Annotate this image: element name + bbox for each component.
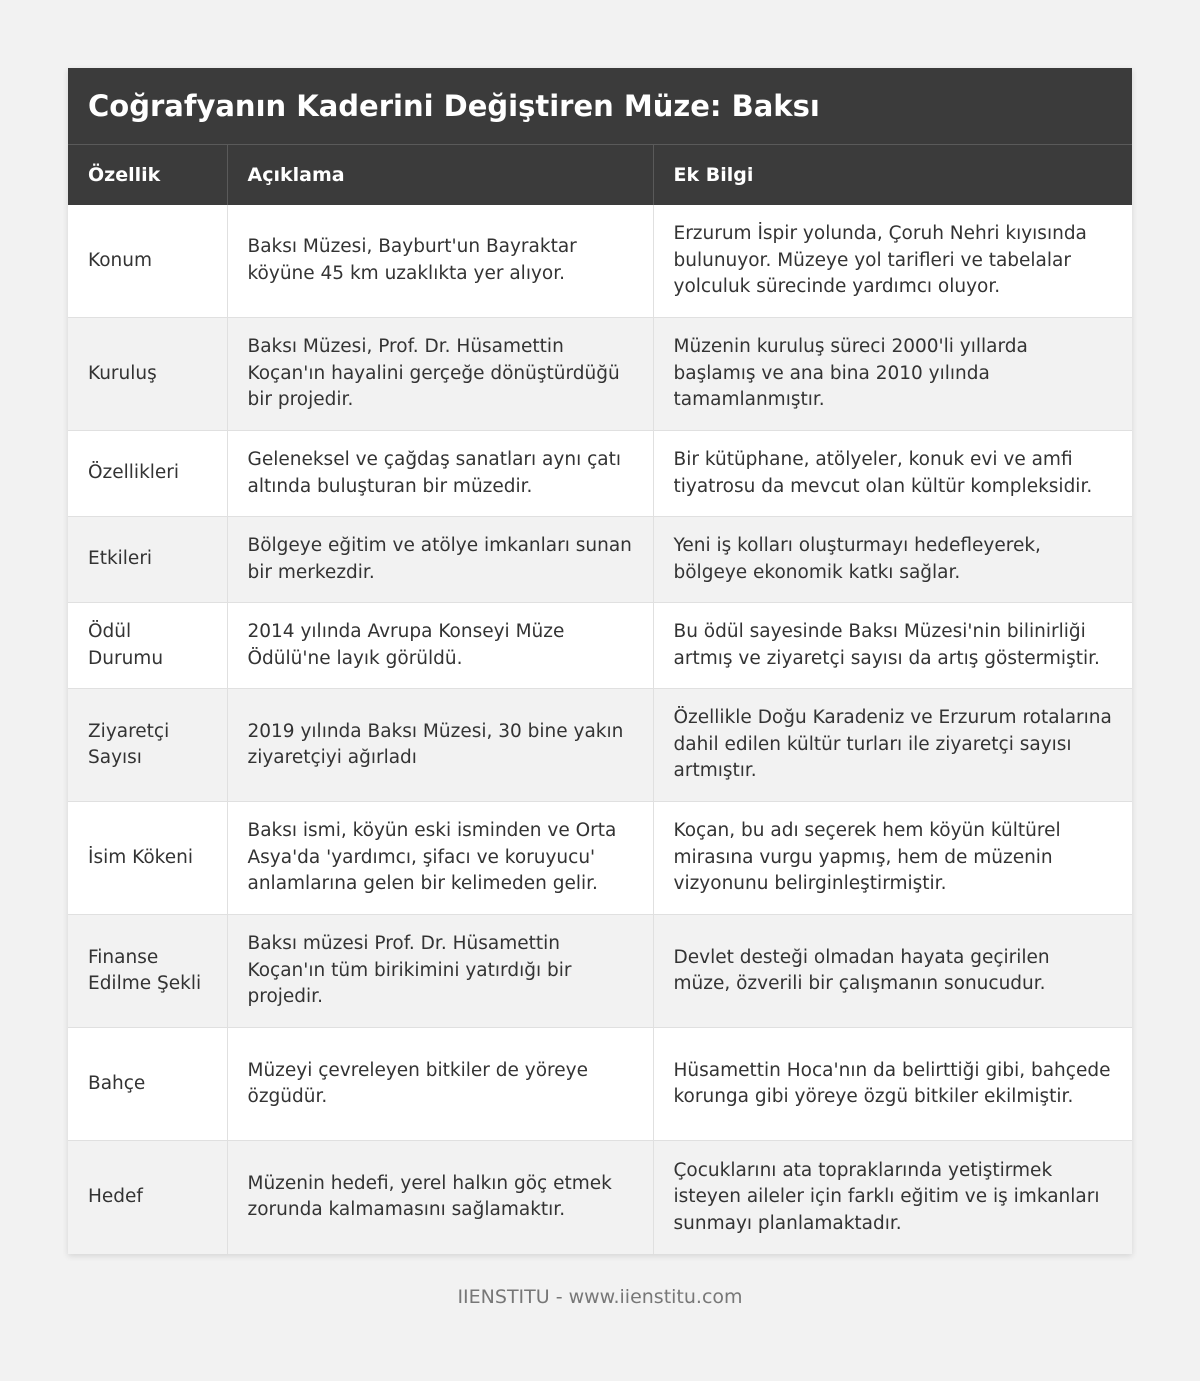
cell-description: Baksı Müzesi, Bayburt'un Bayraktar köyüne 45 km uzaklıkta yer alıyor.: [227, 205, 653, 318]
table-row: [68, 431, 1132, 517]
cell-description: Müzeyi çevreleyen bitkiler de yöreye özgüdür.: [227, 1028, 653, 1141]
cell-extra: Müzenin kuruluş süreci 2000'li yıllarda başlamış ve ana bina 2010 yılında tamamlanmıştır.: [653, 318, 1132, 431]
column-header-description: Açıklama: [227, 145, 653, 205]
column-header-extra: Ek Bilgi: [653, 145, 1132, 205]
table-row: [68, 1028, 1132, 1141]
table-row: [68, 1141, 1132, 1254]
cell-feature: Konum: [68, 205, 227, 318]
cell-extra: Devlet desteği olmadan hayata geçirilen müze, özverili bir çalışmanın sonucudur.: [653, 915, 1132, 1028]
table-card: [68, 68, 1132, 1254]
cell-extra: Koçan, bu adı seçerek hem köyün kültürel mirasına vurgu yapmış, hem de müzenin vizyonunu belirginleştirmiştir.: [653, 802, 1132, 915]
cell-extra: Özellikle Doğu Karadeniz ve Erzurum rotalarına dahil edilen kültür turları ile ziyaretçi sayısı artmıştır.: [653, 689, 1132, 802]
footer-credit: IIENSTITU - www.iienstitu.com: [457, 1286, 743, 1308]
cell-feature: Ödül Durumu: [68, 603, 227, 689]
table-row: [68, 205, 1132, 318]
cell-extra: Yeni iş kolları oluşturmayı hedefleyerek, bölgeye ekonomik katkı sağlar.: [653, 517, 1132, 603]
cell-description: Müzenin hedefi, yerel halkın göç etmek zorunda kalmamasını sağlamaktır.: [227, 1141, 653, 1254]
table-row: [68, 689, 1132, 802]
cell-feature: Etkileri: [68, 517, 227, 603]
column-header-feature: Özellik: [68, 145, 227, 205]
table-row: [68, 802, 1132, 915]
table-row: [68, 318, 1132, 431]
cell-extra: Erzurum İspir yolunda, Çoruh Nehri kıyısında bulunuyor. Müzeye yol tarifleri ve tabelalar yolculuk sürecinde yardımcı oluyor.: [653, 205, 1132, 318]
table-row: [68, 603, 1132, 689]
cell-extra: Çocuklarını ata topraklarında yetiştirmek isteyen aileler için farklı eğitim ve iş imkanları sunmayı planlamaktadır.: [653, 1141, 1132, 1254]
cell-description: Baksı müzesi Prof. Dr. Hüsamettin Koçan'ın tüm birikimini yatırdığı bir projedir.: [227, 915, 653, 1028]
title-bar: [68, 68, 1132, 144]
info-table: [68, 144, 1132, 1254]
cell-description: 2014 yılında Avrupa Konseyi Müze Ödülü'ne layık görüldü.: [227, 603, 653, 689]
cell-feature: Finanse Edilme Şekli: [68, 915, 227, 1028]
cell-feature: Özellikleri: [68, 431, 227, 517]
cell-feature: Ziyaretçi Sayısı: [68, 689, 227, 802]
cell-extra: Bir kütüphane, atölyeler, konuk evi ve amfi tiyatrosu da mevcut olan kültür kompleksidir.: [653, 431, 1132, 517]
cell-feature: İsim Kökeni: [68, 802, 227, 915]
cell-extra: Bu ödül sayesinde Baksı Müzesi'nin bilinirliği artmış ve ziyaretçi sayısı da artış göstermiştir.: [653, 603, 1132, 689]
cell-feature: Hedef: [68, 1141, 227, 1254]
cell-feature: Kuruluş: [68, 318, 227, 431]
cell-extra: Hüsamettin Hoca'nın da belirttiği gibi, bahçede korunga gibi yöreye özgü bitkiler ekilmiştir.: [653, 1028, 1132, 1141]
table-header-row: [68, 145, 1132, 205]
cell-description: Baksı Müzesi, Prof. Dr. Hüsamettin Koçan'ın hayalini gerçeğe dönüştürdüğü bir projedir.: [227, 318, 653, 431]
page-title: Coğrafyanın Kaderini Değiştiren Müze: Baksı: [88, 89, 820, 123]
table-row: [68, 915, 1132, 1028]
cell-feature: Bahçe: [68, 1028, 227, 1141]
cell-description: Bölgeye eğitim ve atölye imkanları sunan bir merkezdir.: [227, 517, 653, 603]
table-row: [68, 517, 1132, 603]
cell-description: Baksı ismi, köyün eski isminden ve Orta Asya'da 'yardımcı, şifacı ve koruyucu' anlamlarına gelen bir kelimeden gelir.: [227, 802, 653, 915]
cell-description: 2019 yılında Baksı Müzesi, 30 bine yakın ziyaretçiyi ağırladı: [227, 689, 653, 802]
cell-description: Geleneksel ve çağdaş sanatları aynı çatı altında buluşturan bir müzedir.: [227, 431, 653, 517]
